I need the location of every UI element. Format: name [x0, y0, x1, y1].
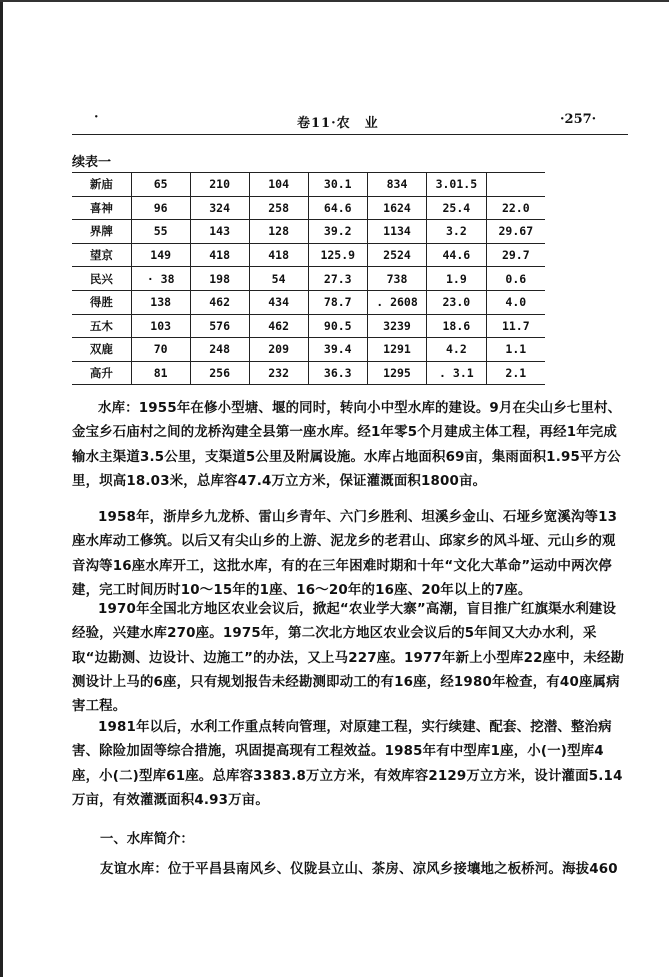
- value-cell: 44.6: [427, 243, 487, 267]
- value-cell: 23.0: [427, 290, 487, 314]
- running-head-title: 卷11·农 业: [297, 116, 379, 131]
- table-row: [72, 196, 545, 220]
- value-cell: 2524: [367, 243, 426, 267]
- value-cell: 576: [190, 314, 249, 338]
- value-cell: . 2608: [367, 290, 426, 314]
- value-cell: 25.4: [427, 196, 487, 220]
- page-number: ·257·: [560, 112, 597, 127]
- running-head: [72, 110, 628, 130]
- scan-top-edge: [0, 0, 669, 2]
- reservoir-intro-line: 友谊水库：位于平昌县南风乡、仪陇县立山、茶房、凉风乡接壤地之板桥河。海拔460: [100, 862, 618, 877]
- table-row: [72, 173, 545, 197]
- value-cell: 90.5: [308, 314, 367, 338]
- paragraph-2: [72, 506, 628, 603]
- table-row: [72, 243, 545, 267]
- value-cell: 1624: [367, 196, 426, 220]
- row-name-cell: 双鹿: [72, 338, 131, 362]
- value-cell: 738: [367, 267, 426, 291]
- paragraph-text: 1981年以后，水利工作重点转向管理，对原建工程，实行续建、配套、挖潜、整治病害、除险加固等综合措施，巩固提高现有工程效益。1985年有中型库1座，小(一)型库4座，小(二)型库61座。总库容3383.8万立方米，有效库容2129万立方米，设计灌面5.14万亩，有效灌溉面积4.93万亩。: [72, 720, 623, 808]
- value-cell: 138: [131, 290, 190, 314]
- value-cell: 36.3: [308, 361, 367, 385]
- value-cell: 1.1: [486, 338, 545, 362]
- value-cell: 64.6: [308, 196, 367, 220]
- value-cell: 3.01.5: [427, 173, 487, 197]
- value-cell: 256: [190, 361, 249, 385]
- paragraph-3: [72, 598, 628, 719]
- value-cell: 143: [190, 220, 249, 244]
- value-cell: 81: [131, 361, 190, 385]
- value-cell: 834: [367, 173, 426, 197]
- paragraph-4: [72, 716, 628, 813]
- reservoir-table: [72, 172, 545, 385]
- value-cell: 55: [131, 220, 190, 244]
- value-cell: 418: [249, 243, 308, 267]
- value-cell: 125.9: [308, 243, 367, 267]
- running-head-dot: ·: [94, 110, 99, 125]
- value-cell: 27.3: [308, 267, 367, 291]
- value-cell: 78.7: [308, 290, 367, 314]
- value-cell: 22.0: [486, 196, 545, 220]
- value-cell: 103: [131, 314, 190, 338]
- section-heading: 一、水库简介：: [100, 832, 194, 847]
- value-cell: 11.7: [486, 314, 545, 338]
- row-name-cell: 五木: [72, 314, 131, 338]
- value-cell: 1295: [367, 361, 426, 385]
- value-cell: 418: [190, 243, 249, 267]
- value-cell: 462: [190, 290, 249, 314]
- value-cell: 462: [249, 314, 308, 338]
- value-cell: 4.0: [486, 290, 545, 314]
- paragraph-text: 1970年全国北方地区农业会议后，掀起“农业学大寨”高潮，盲目推广红旗渠水利建设经验，兴建水库270座。1975年，第二次北方地区农业会议后的5年间又大办水利，采取“边勘测、边设计、边施工”的办法，又上马227座。1977年新上小型库22座中，未经勘测设计上马的6座，只有规划报告未经勘测即动工的有16座，经1980年检查，有40座属病害工程。: [72, 602, 625, 715]
- value-cell: 324: [190, 196, 249, 220]
- value-cell: 29.67: [486, 220, 545, 244]
- value-cell: 3.2: [427, 220, 487, 244]
- table-row: [72, 361, 545, 385]
- value-cell: 54: [249, 267, 308, 291]
- value-cell: 30.1: [308, 173, 367, 197]
- paragraph-text: 水库：1955年在修小型塘、堰的同时，转向小中型水库的建设。9月在尖山乡七里村、金宝乡石庙村之间的龙桥沟建全县第一座水库。经1年零5个月建成主体工程，再经1年完成输水主渠道3.5公里，支渠道5公里及附属设施。水库占地面积69亩，集雨面积1.95平方公里，坝高18.03米，总库容47.4万立方米，保证灌溉面积1800亩。: [72, 401, 622, 489]
- value-cell: 0.6: [486, 267, 545, 291]
- value-cell: 3239: [367, 314, 426, 338]
- value-cell: 149: [131, 243, 190, 267]
- value-cell: 1291: [367, 338, 426, 362]
- table-row: [72, 338, 545, 362]
- row-name-cell: 望京: [72, 243, 131, 267]
- header-rule: [72, 134, 628, 135]
- value-cell: 258: [249, 196, 308, 220]
- table-row: [72, 267, 545, 291]
- value-cell: 65: [131, 173, 190, 197]
- value-cell: 209: [249, 338, 308, 362]
- value-cell: 1.9: [427, 267, 487, 291]
- paragraph-1: [72, 397, 628, 494]
- table-row: [72, 290, 545, 314]
- row-name-cell: 喜神: [72, 196, 131, 220]
- value-cell: 4.2: [427, 338, 487, 362]
- row-name-cell: 界牌: [72, 220, 131, 244]
- value-cell: 29.7: [486, 243, 545, 267]
- scan-left-edge: [0, 0, 3, 977]
- value-cell: 1134: [367, 220, 426, 244]
- value-cell: 39.2: [308, 220, 367, 244]
- value-cell: 248: [190, 338, 249, 362]
- value-cell: 70: [131, 338, 190, 362]
- paragraph-text: 1958年，浙岸乡九龙桥、雷山乡青年、六门乡胜利、坦溪乡金山、石垭乡宽溪沟等13座水库动工修筑。以后又有尖山乡的上游、泥龙乡的老君山、邱家乡的风斗垭、元山乡的观音沟等16座水库开工，这批水库，有的在三年困难时期和十年“文化大革命”运动中两次停建，完工时间历时10～15年的1座、16～20年的16座、20年以上的7座。: [72, 510, 618, 598]
- value-cell: 232: [249, 361, 308, 385]
- row-name-cell: 高升: [72, 361, 131, 385]
- value-cell: 434: [249, 290, 308, 314]
- row-name-cell: 得胜: [72, 290, 131, 314]
- value-cell: 210: [190, 173, 249, 197]
- value-cell: 198: [190, 267, 249, 291]
- table-row: [72, 220, 545, 244]
- table-caption: 续表一: [72, 155, 112, 170]
- value-cell: 128: [249, 220, 308, 244]
- value-cell: 104: [249, 173, 308, 197]
- row-name-cell: 民兴: [72, 267, 131, 291]
- value-cell: 18.6: [427, 314, 487, 338]
- value-cell: 96: [131, 196, 190, 220]
- value-cell: . 3.1: [427, 361, 487, 385]
- value-cell: [486, 173, 545, 197]
- row-name-cell: 新庙: [72, 173, 131, 197]
- value-cell: · 38: [131, 267, 190, 291]
- value-cell: 2.1: [486, 361, 545, 385]
- table-row: [72, 314, 545, 338]
- value-cell: 39.4: [308, 338, 367, 362]
